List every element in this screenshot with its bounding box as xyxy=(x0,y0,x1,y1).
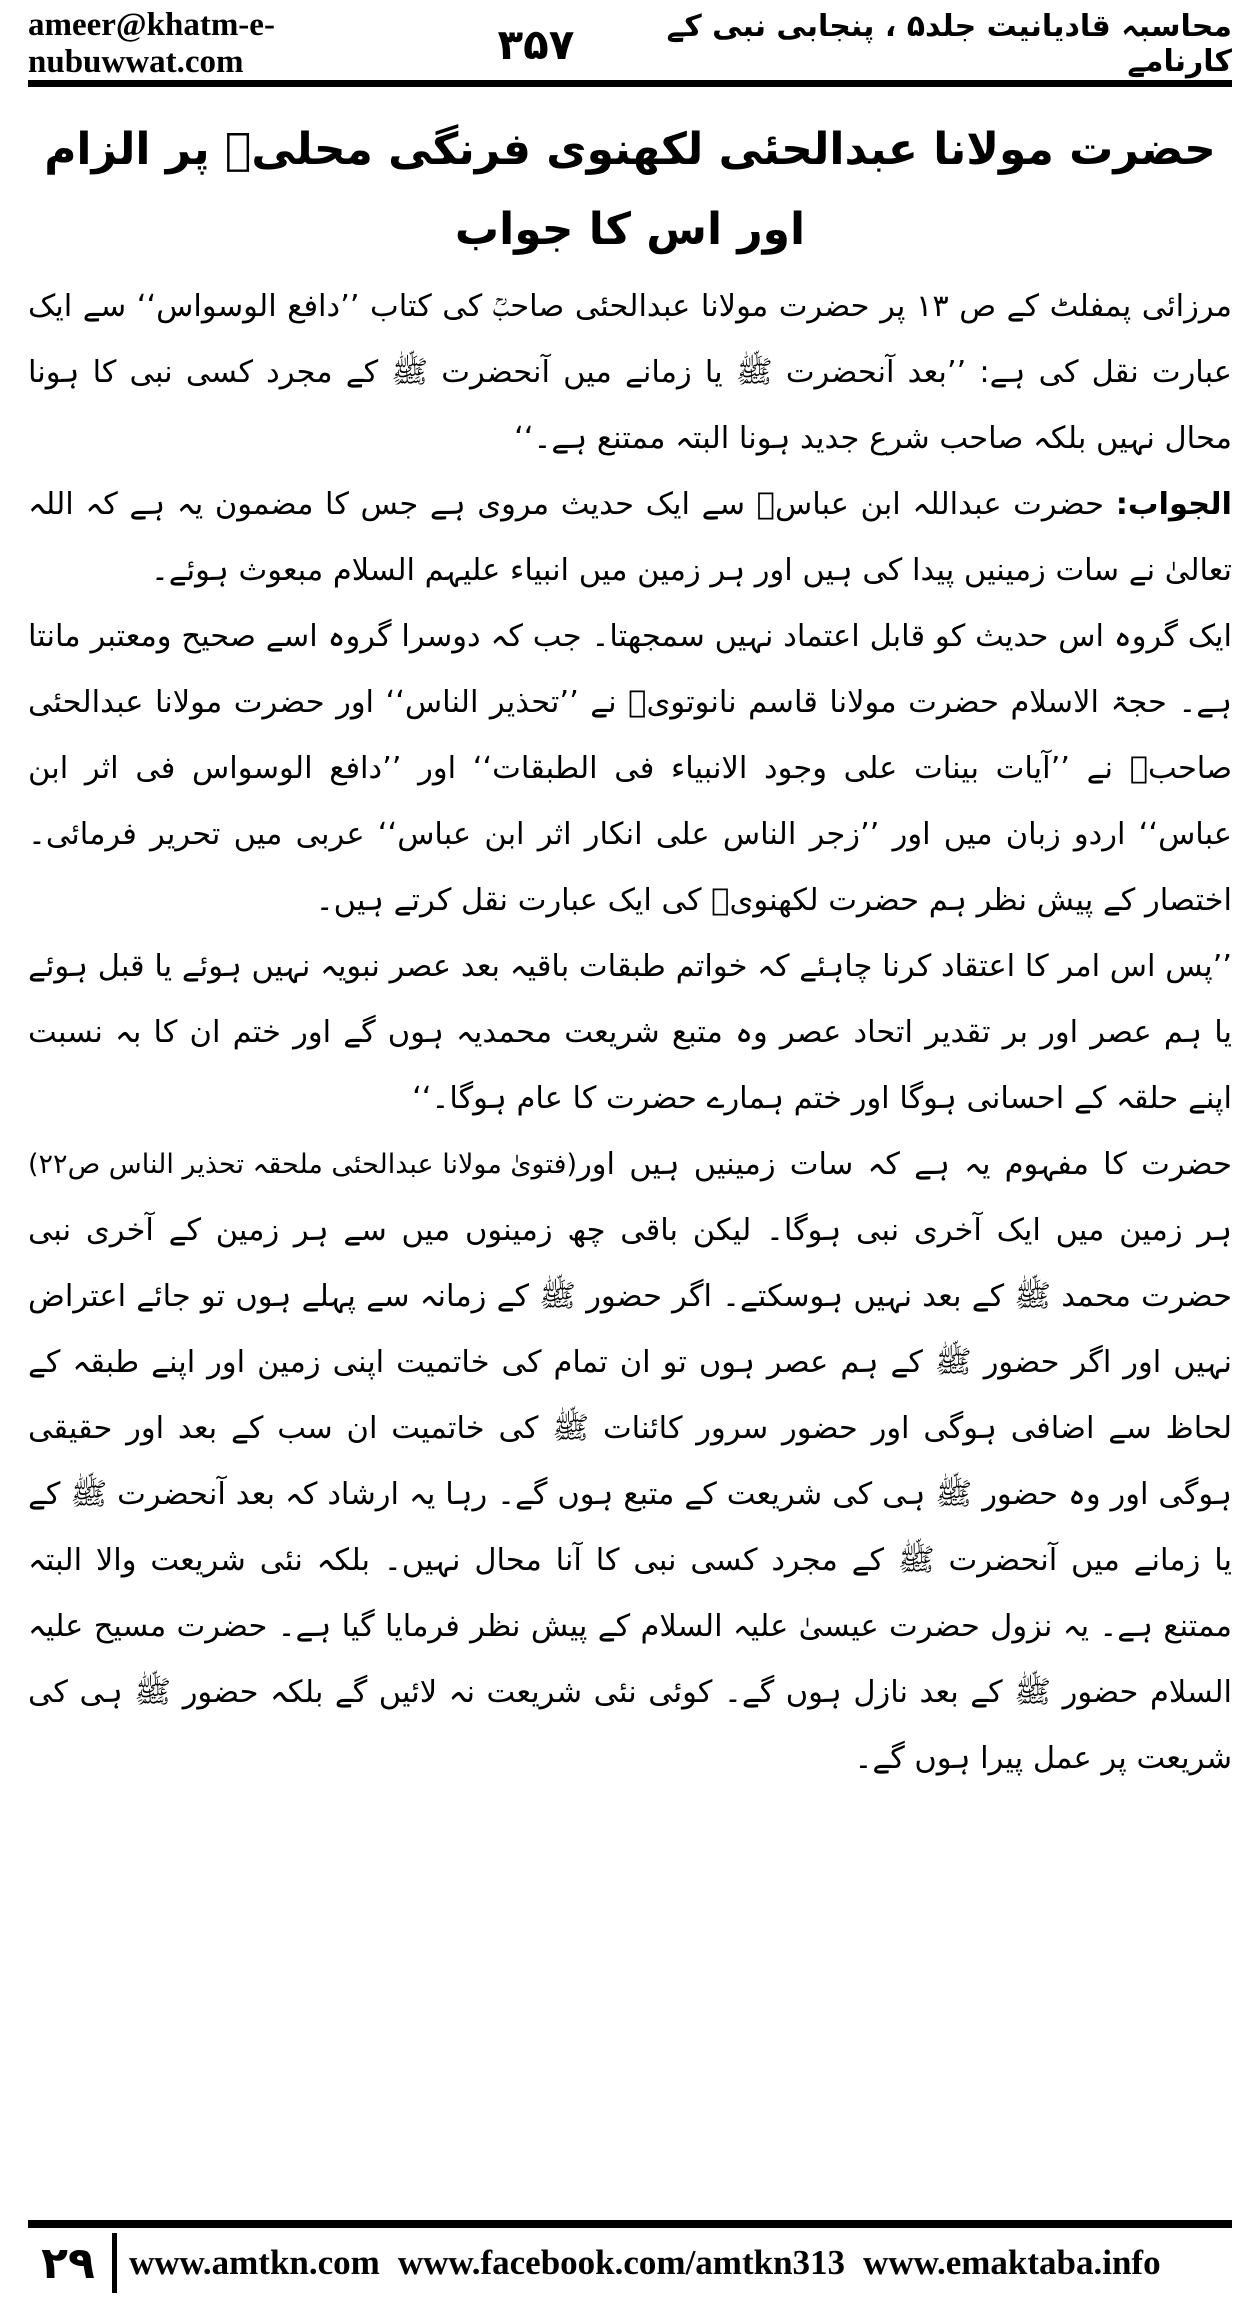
footer-website-link[interactable]: www.amtkn.com xyxy=(129,2243,380,2282)
article-heading: حضرت مولانا عبدالحئی لکھنوی فرنگی محلیؒ پر الزام اور اس کا جواب xyxy=(44,124,1216,255)
paragraph-intro: مرزائی پمفلٹ کے ص ۱۳ پر حضرت مولانا عبدالحئی صاحبؒ کی کتاب ’’دافع الوسواس‘‘ سے ایک عبارت نقل کی ہے: ’’بعد آنحضرت ﷺ یا زمانے میں آنحضرت ﷺ کے مجرد کسی نبی کا ہونا محال نہیں بلکہ صاحب شرع جدید ہونا البتہ ممتنع ہے۔‘‘ xyxy=(28,289,1232,456)
header-left-group xyxy=(28,7,574,81)
paragraph-groups: ایک گروہ اس حدیث کو قابل اعتماد نہیں سمجھتا۔ جب کہ دوسرا گروہ اسے صحیح ومعتبر مانتا ہے۔ حجۃ الاسلام حضرت مولانا قاسم نانوتویؒ نے ’’تحذیر الناس‘‘ اور حضرت مولانا عبدالحئی صاحبؒ نے ’’آیات بینات علی وجود الانبیاء فی الطبقات‘‘ اور ’’دافع الوسواس فی اثر ابن عباس‘‘ اردو زبان میں اور ’’زجر الناس علی انکار اثر ابن عباس‘‘ عربی میں تحریر فرمائی۔ اختصار کے پیش نظر ہم حضرت لکھنویؒ کی ایک عبارت نقل کرتے ہیں۔ xyxy=(28,619,1232,918)
footer-website-link[interactable]: www.emaktaba.info xyxy=(863,2243,1161,2282)
paragraph-quote xyxy=(28,934,1232,1180)
page-header xyxy=(28,7,1232,80)
page-footer xyxy=(28,2220,1232,2298)
header-book-title: محاسبہ قادیانیت جلد۵ ، پنجابی نبی کے کارنامے xyxy=(666,9,1232,79)
answer-text: حضرت عبداللہ ابن عباسؓ سے ایک حدیث مروی ہے جس کا مضمون یہ ہے کہ اللہ تعالیٰ نے سات زمینیں پیدا کی ہیں اور ہر زمین میں انبیاء علیہم السلام مبعوث ہوئے۔ xyxy=(28,487,1232,588)
footer-divider xyxy=(112,2233,117,2293)
paragraph-answer xyxy=(28,472,1232,604)
header-email: ameer@khatm-e-nubuwwat.com xyxy=(28,7,275,80)
footer-page-number: ۲۹ xyxy=(41,2237,95,2289)
quote-text: ’’پس اس امر کا اعتقاد کرنا چاہئے کہ خواتم طبقات باقیہ بعد عصر نبویہ نہیں ہوئے یا قبل ہوئے یا ہم عصر اور بر تقدیر اتحاد عصر وہ متبع شریعت محمدیہ ہوں گے اور ختم ان کا بہ نسبت اپنے حلقہ کے احسانی ہوگا اور ختم ہمارے حضرت کا عام ہوگا۔‘‘ xyxy=(28,949,1232,1116)
quote-reference: (فتویٰ مولانا عبدالحئی ملحقہ تحذیر الناس ص۲۲) xyxy=(28,1149,578,1180)
paragraph-explanation: حضرت کا مفہوم یہ ہے کہ سات زمینیں ہیں اور ہر زمین میں ایک آخری نبی ہوگا۔ لیکن باقی چھ زمینوں میں سے ہر زمین کے آخری نبی حضرت محمد ﷺ کے بعد نہیں ہوسکتے۔ اگر حضور ﷺ کے زمانہ سے پہلے ہوں تو جائے اعتراض نہیں اور اگر حضور ﷺ کے ہم عصر ہوں تو ان تمام کی خاتمیت اپنی زمین اور اپنے طبقہ کے لحاظ سے اضافی ہوگی اور حضور سرور کائنات ﷺ کی خاتمیت ان سب کے بعد اور حقیقی ہوگی اور وہ حضور ﷺ ہی کی شریعت کے متبع ہوں گے۔ رہا یہ ارشاد کہ بعد آنحضرت ﷺ کے یا زمانے میں آنحضرت ﷺ کے مجرد کسی نبی کا آنا محال نہیں۔ بلکہ نئی شریعت والا البتہ ممتنع ہے۔ یہ نزول حضرت عیسیٰ علیہ السلام کے پیش نظر فرمایا گیا ہے۔ حضرت مسیح علیہ السلام حضور ﷺ کے بعد نازل ہوں گے۔ کوئی نئی شریعت نہ لائیں گے بلکہ حضور ﷺ ہی کی شریعت پر عمل پیرا ہوں گے۔ xyxy=(28,1147,1232,1776)
header-rule xyxy=(28,80,1232,87)
article-body xyxy=(28,110,1232,2160)
answer-label: الجواب: xyxy=(1115,487,1232,522)
footer-website-link[interactable]: www.facebook.com/amtkn313 xyxy=(397,2243,846,2282)
header-page-number: ۳۵۷ xyxy=(497,19,575,69)
footer-websites xyxy=(129,2243,1161,2283)
